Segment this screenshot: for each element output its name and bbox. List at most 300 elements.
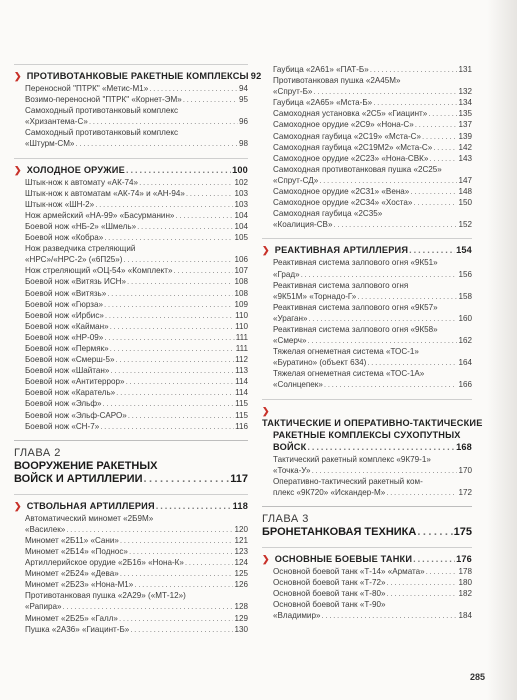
- chapter-title: БРОНЕТАНКОВАЯ ТЕХНИКА: [262, 525, 417, 538]
- dot-leader: [307, 335, 457, 346]
- dot-leader: [386, 487, 457, 498]
- section-heading-line: [262, 405, 483, 429]
- toc-entry[interactable]: [14, 94, 248, 105]
- section-title: ПРОТИВОТАНКОВЫЕ РАКЕТНЫЕ КОМПЛЕКСЫ: [26, 71, 249, 81]
- entry-title: «Рапира»: [25, 602, 62, 612]
- entry-page: 103: [234, 199, 248, 209]
- entry-page: 108: [234, 288, 248, 298]
- entry-title: Самоходная гаубица «2С19М2» «Мста-С»: [273, 142, 433, 152]
- entry-row: [273, 119, 472, 130]
- entry-page: 102: [234, 177, 248, 187]
- entry-title: «НРС»/«НРС-2» («6П25»): [25, 255, 123, 265]
- toc-entry[interactable]: [14, 199, 248, 210]
- dot-leader: [321, 610, 457, 621]
- entry-row: [273, 64, 472, 75]
- toc-entry[interactable]: [262, 566, 472, 577]
- section-page: 118: [232, 500, 248, 511]
- entry-page: 178: [458, 566, 472, 576]
- entry-line: Реактивная система залпового огня «9К58»: [273, 324, 438, 334]
- toc-section: [262, 238, 472, 390]
- toc-entry[interactable]: [14, 177, 248, 188]
- dot-leader: [319, 175, 457, 186]
- toc-entry[interactable]: [14, 579, 248, 590]
- entry-row: [25, 410, 248, 421]
- entry-row: [273, 131, 472, 142]
- chapter-title-row: [262, 526, 472, 539]
- dot-leader: [104, 332, 234, 343]
- entry-page: 135: [458, 109, 472, 119]
- entry-title: Возимо-переносной "ПТРК" «Корнет-ЭМ»: [25, 95, 182, 105]
- dot-leader: [175, 210, 233, 221]
- entry-page: 109: [234, 299, 248, 309]
- entry-line: Реактивная система залпового огня «9К51»: [273, 258, 438, 268]
- entry-row: [25, 365, 248, 376]
- section-page: 92: [250, 71, 262, 81]
- dot-leader: [409, 244, 455, 256]
- entry-page: 162: [458, 336, 472, 346]
- dot-leader: [104, 232, 233, 243]
- toc-entry[interactable]: [262, 131, 472, 142]
- entry-line: Нож разведчика стреляющий: [25, 244, 136, 254]
- chapter-title-line: ВООРУЖЕНИЕ РАКЕТНЫХ: [14, 459, 158, 472]
- section-heading-row: [262, 441, 472, 453]
- toc-entry[interactable]: [14, 613, 248, 624]
- entry-page: 130: [234, 624, 248, 634]
- entry-title: «9К51М» «Торнадо-Г»: [273, 291, 357, 301]
- toc-entry[interactable]: [14, 546, 248, 557]
- dot-leader: [324, 379, 458, 390]
- dot-leader: [129, 546, 234, 557]
- entry-title: Боевой нож «Пермяк»: [25, 343, 109, 353]
- entry-title: «Смерч»: [273, 336, 307, 346]
- entry-page: 152: [458, 220, 472, 230]
- toc-entry[interactable]: [14, 210, 248, 221]
- toc-entry[interactable]: [14, 535, 248, 546]
- entry-row: [273, 577, 472, 588]
- dot-leader: [426, 566, 458, 577]
- entry-row: [273, 269, 472, 280]
- entry-row: [25, 579, 248, 590]
- entry-page: 105: [234, 233, 248, 243]
- entry-page: 166: [458, 380, 472, 390]
- entry-title: Самоходная гаубица «2С19» «Мста-С»: [273, 131, 422, 141]
- entry-page: 98: [238, 139, 248, 149]
- entry-page: 134: [458, 98, 472, 108]
- toc-entry[interactable]: [262, 346, 472, 368]
- section-title: ОСНОВНЫЕ БОЕВЫЕ ТАНКИ: [274, 553, 413, 564]
- dot-leader: [307, 441, 455, 453]
- dot-leader: [433, 142, 457, 153]
- section-title: ВОЙСК: [273, 441, 307, 452]
- entry-page: 182: [458, 589, 472, 599]
- dot-leader: [422, 131, 457, 142]
- entry-line: Самоходная противотанковая пушка «2С25»: [273, 164, 442, 174]
- chevron-right-icon: ❯: [14, 164, 22, 175]
- entry-row: [25, 254, 248, 265]
- entry-page: 111: [235, 332, 248, 342]
- toc-entry[interactable]: [14, 354, 248, 365]
- dot-leader: [367, 357, 457, 368]
- entry-row: [273, 142, 472, 153]
- entry-row: [25, 613, 248, 624]
- entry-title: Боевой нож «Эльф-САРО»: [25, 410, 127, 420]
- toc-entry[interactable]: [14, 398, 248, 409]
- toc-entry[interactable]: [14, 243, 248, 265]
- entry-title: «Буратино» (объект 634): [273, 358, 367, 368]
- entry-line: Реактивная система залпового огня «9К57»: [273, 302, 438, 312]
- entry-title: Гаубица «2А61» «ПАТ-Б»: [273, 65, 369, 74]
- toc-entry[interactable]: [14, 127, 248, 149]
- entry-page: 132: [458, 87, 472, 97]
- section-heading-text: РАКЕТНЫЕ КОМПЛЕКСЫ СУХОПУТНЫХ: [273, 429, 461, 440]
- dot-leader: [120, 568, 234, 579]
- toc-entry[interactable]: [14, 265, 248, 276]
- chapter-heading[interactable]: [14, 440, 248, 486]
- entry-title: «Солнцепек»: [273, 380, 323, 390]
- entry-title: Боевой нож «НР-09»: [25, 332, 104, 342]
- toc-entry[interactable]: [14, 232, 248, 243]
- toc-entry[interactable]: [14, 557, 248, 568]
- dot-leader: [66, 524, 233, 535]
- entry-page: 137: [458, 120, 472, 130]
- dot-leader: [333, 219, 457, 230]
- entry-row: [273, 335, 472, 346]
- entry-line: Автоматический миномет «2Б9М»: [25, 513, 154, 523]
- entry-row: [25, 116, 248, 127]
- dot-leader: [95, 199, 233, 210]
- toc-entry[interactable]: [262, 599, 472, 621]
- toc-section: [262, 547, 472, 621]
- entry-row: [273, 186, 472, 197]
- entry-row: [25, 288, 248, 299]
- chapter-title: ВОЙСК И АРТИЛЛЕРИИ: [14, 472, 143, 485]
- dot-leader: [387, 588, 458, 599]
- entry-page: 96: [238, 117, 248, 127]
- dot-leader: [410, 186, 457, 197]
- entry-page: 164: [458, 358, 472, 368]
- dot-leader: [301, 269, 458, 280]
- toc-entry[interactable]: [262, 164, 472, 186]
- entry-row: [25, 524, 248, 535]
- entry-row: [273, 108, 472, 119]
- dot-leader: [75, 138, 238, 149]
- toc-entry[interactable]: [14, 365, 248, 376]
- toc-entry[interactable]: [262, 186, 472, 197]
- entry-title: «Град»: [273, 269, 300, 279]
- entry-title: Штык-нож к автоматам «АК-74» и «АН-94»: [25, 188, 185, 198]
- entry-page: 114: [235, 377, 248, 387]
- entry-row: [273, 465, 472, 476]
- section-page: 100: [232, 164, 248, 175]
- toc-section: [14, 64, 262, 150]
- page-number: 285: [470, 672, 486, 682]
- entry-title: Боевой нож «Ирбис»: [25, 310, 104, 320]
- dot-leader: [183, 94, 238, 105]
- toc-entry[interactable]: [262, 454, 472, 476]
- toc-entry[interactable]: [262, 577, 472, 588]
- entry-page: 156: [458, 269, 472, 279]
- dot-leader: [370, 64, 458, 75]
- toc-entry[interactable]: [14, 188, 248, 199]
- toc-entry[interactable]: [14, 310, 248, 321]
- entry-page: 123: [234, 547, 248, 556]
- entry-row: [25, 83, 248, 94]
- toc-entry[interactable]: [14, 376, 248, 387]
- entry-line: Оперативно-тактический ракетный ком-: [273, 476, 423, 486]
- entry-row: [25, 221, 248, 232]
- entry-row: [273, 566, 472, 577]
- section-title: СТВОЛЬНАЯ АРТИЛЛЕРИЯ: [26, 500, 155, 511]
- section-heading[interactable]: [14, 500, 248, 512]
- toc-entry[interactable]: [14, 83, 248, 94]
- toc-entry[interactable]: [14, 387, 248, 398]
- toc-entry[interactable]: [262, 153, 472, 164]
- toc-entry[interactable]: [14, 343, 248, 354]
- entry-title: Самоходное орудие «2С31» «Вена»: [273, 187, 410, 197]
- entry-row: [25, 310, 248, 321]
- toc-entry[interactable]: [14, 299, 248, 310]
- dot-leader: [89, 116, 238, 127]
- dot-leader: [149, 83, 238, 94]
- entry-row: [25, 398, 248, 409]
- toc-entry[interactable]: [262, 97, 472, 108]
- toc-entry[interactable]: [262, 280, 472, 302]
- entry-row: [25, 546, 248, 557]
- section-heading[interactable]: [14, 164, 248, 176]
- entry-row: [25, 138, 248, 149]
- dot-leader: [144, 473, 230, 486]
- toc-entry[interactable]: [14, 105, 248, 127]
- toc-entry[interactable]: [262, 257, 472, 279]
- entry-page: 184: [458, 611, 472, 621]
- entry-page: 131: [458, 65, 472, 74]
- toc-entry[interactable]: [262, 64, 472, 75]
- toc-entry[interactable]: [262, 208, 472, 230]
- entry-title: Боевой нож «НБ-2» «Шмель»: [25, 221, 137, 231]
- entry-row: [25, 232, 248, 243]
- entry-page: 128: [234, 602, 248, 612]
- dot-leader: [130, 624, 233, 635]
- entry-page: 147: [458, 175, 472, 185]
- entry-title: Боевой нож «Гюрза»: [25, 299, 103, 309]
- toc-entry[interactable]: [14, 410, 248, 421]
- entry-title: «Штурм-СМ»: [25, 139, 75, 149]
- dot-leader: [107, 288, 233, 299]
- toc-entry[interactable]: [262, 142, 472, 153]
- entry-page: 111: [235, 343, 248, 353]
- entry-page: 108: [234, 277, 248, 287]
- entry-title: Миномет «2Б24» «Дева»: [25, 569, 119, 579]
- toc-entry[interactable]: [262, 197, 472, 208]
- dot-leader: [156, 500, 232, 512]
- section-title: РЕАКТИВНАЯ АРТИЛЛЕРИЯ: [274, 245, 409, 256]
- entry-title: Артиллерийское орудие «2Б16» «Нона-К»: [25, 558, 184, 568]
- dot-leader: [110, 365, 234, 376]
- toc-entry[interactable]: [14, 568, 248, 579]
- entry-row: [25, 387, 248, 398]
- entry-line: Самоходный противотанковый комплекс: [25, 128, 179, 138]
- entry-title: плекс «9К720» «Искандер-М»: [273, 487, 386, 497]
- chapter-page: 175: [453, 525, 472, 538]
- dot-leader: [103, 398, 235, 409]
- toc-entry[interactable]: [262, 324, 472, 346]
- entry-page: 172: [458, 487, 472, 497]
- toc-entry[interactable]: [262, 302, 472, 324]
- dot-leader: [313, 86, 457, 97]
- toc-entry[interactable]: [262, 108, 472, 119]
- toc-entry[interactable]: [14, 321, 248, 332]
- toc-entry[interactable]: [14, 276, 248, 287]
- dot-leader: [186, 188, 234, 199]
- dot-leader: [128, 410, 234, 421]
- entry-row: [273, 357, 472, 368]
- entry-row: [25, 276, 248, 287]
- entry-title: Боевой нож «Кайман»: [25, 321, 109, 331]
- toc-entry[interactable]: [262, 476, 472, 498]
- entry-title: «Василек»: [25, 524, 66, 534]
- section-heading[interactable]: [262, 553, 472, 565]
- dot-leader: [174, 265, 234, 276]
- dot-leader: [185, 557, 234, 568]
- entry-row: [25, 188, 248, 199]
- entry-row: [273, 97, 472, 108]
- entry-line: Противотанковая пушка «2А29» («МТ-12»): [25, 591, 186, 601]
- dot-leader: [120, 535, 234, 546]
- entry-row: [25, 535, 248, 546]
- chevron-right-icon: ❯: [262, 553, 270, 564]
- entry-page: 94: [238, 84, 248, 93]
- toc-entry[interactable]: [14, 590, 248, 612]
- dot-leader: [100, 421, 234, 432]
- entry-line: Самоходный противотанковый комплекс: [25, 106, 179, 116]
- entry-page: 116: [235, 421, 248, 431]
- entry-title: Боевой нож «Витязь»: [25, 288, 107, 298]
- entry-page: 120: [234, 524, 248, 534]
- toc-entry[interactable]: [262, 588, 472, 599]
- entry-page: 104: [234, 221, 248, 231]
- entry-page: 106: [234, 255, 248, 265]
- section-page: 154: [456, 245, 472, 256]
- entry-title: Основной боевой танк «Т-80»: [273, 589, 386, 599]
- dot-leader: [115, 354, 234, 365]
- section-heading[interactable]: [262, 244, 472, 256]
- entry-title: «Спрут-СД»: [273, 175, 319, 185]
- section-page: 176: [456, 553, 472, 564]
- entry-page: 126: [234, 580, 248, 590]
- entry-row: [273, 588, 472, 599]
- entry-line: Тактический ракетный комплекс «9К79-1»: [273, 454, 431, 464]
- entry-title: Самоходное орудие «2С23» «Нона-СВК»: [273, 153, 429, 163]
- entry-page: 95: [238, 95, 248, 105]
- toc-right-column: [262, 64, 483, 629]
- dot-leader: [105, 310, 234, 321]
- page-gutter-shadow: [487, 0, 517, 700]
- chapter-label: ГЛАВА 3: [262, 512, 309, 525]
- toc-entry[interactable]: [14, 421, 248, 432]
- entry-page: 180: [458, 578, 472, 587]
- entry-title: Самоходное орудие «2С34» «Хоста»: [273, 198, 413, 208]
- entry-page: 125: [234, 569, 248, 579]
- entry-title: «Точка-У»: [273, 465, 311, 475]
- entry-page: 148: [458, 187, 472, 197]
- entry-title: Боевой нож «Эльф»: [25, 399, 102, 409]
- entry-title: Миномет «2Б14» «Поднос»: [25, 547, 128, 556]
- toc-entry[interactable]: [262, 119, 472, 130]
- section-heading[interactable]: [14, 70, 262, 82]
- entry-title: «Хризантема-С»: [25, 117, 88, 127]
- entry-row: [25, 354, 248, 365]
- entry-row: [273, 219, 472, 230]
- section-heading[interactable]: [262, 405, 483, 453]
- toc-entry[interactable]: [14, 288, 248, 299]
- toc-entry[interactable]: [14, 624, 248, 635]
- toc-section: [14, 158, 248, 432]
- entry-page: 115: [235, 410, 248, 420]
- dot-leader: [428, 108, 457, 119]
- dot-leader: [417, 526, 452, 539]
- dot-leader: [139, 177, 233, 188]
- dot-leader: [387, 577, 458, 588]
- entry-page: 139: [458, 131, 472, 141]
- entry-title: Основной боевой танк «Т-14» «Армата»: [273, 566, 425, 576]
- entry-title: Самоходная установка «2С5» «Гиацинт»: [273, 109, 428, 119]
- entry-row: [273, 379, 472, 390]
- entry-line: Тяжелая огнеметная система «ТОС-1»: [273, 347, 419, 357]
- entry-page: 121: [234, 535, 248, 545]
- entry-row: [273, 487, 472, 498]
- entry-page: 115: [235, 399, 248, 409]
- toc-entry[interactable]: [14, 221, 248, 232]
- toc-entry[interactable]: [14, 332, 248, 343]
- entry-page: 150: [458, 198, 472, 208]
- entry-row: [25, 557, 248, 568]
- dot-leader: [116, 387, 234, 398]
- section-title: ХОЛОДНОЕ ОРУЖИЕ: [26, 164, 125, 175]
- entry-row: [25, 332, 248, 343]
- chapter-title-row: [14, 473, 248, 486]
- entry-row: [25, 94, 248, 105]
- toc-entry[interactable]: [262, 75, 472, 97]
- entry-row: [273, 610, 472, 621]
- entry-title: Пушка «2А36» «Гиацинт-Б»: [25, 624, 130, 634]
- dot-leader: [119, 613, 234, 624]
- entry-title: «Коалиция-СВ»: [273, 220, 333, 230]
- toc-left-column: [14, 64, 262, 643]
- entry-title: Переносной "ПТРК" «Метис-М1»: [25, 84, 149, 93]
- entry-title: «Спрут-Б»: [273, 87, 313, 97]
- entry-row: [273, 175, 472, 186]
- toc-entry[interactable]: [14, 513, 248, 535]
- dot-leader: [104, 299, 234, 310]
- chapter-heading[interactable]: [262, 506, 472, 539]
- dot-leader: [110, 321, 234, 332]
- entry-title: Миномет «2Б11» «Сани»: [25, 535, 119, 545]
- entry-title: «Владимир»: [273, 611, 321, 621]
- dot-leader: [63, 601, 234, 612]
- dot-leader: [415, 119, 458, 130]
- entry-page: 110: [235, 310, 248, 320]
- entry-page: 104: [234, 210, 248, 220]
- entry-title: Боевой нож «Кобра»: [25, 233, 104, 243]
- entry-page: 160: [458, 313, 472, 323]
- dot-leader: [126, 376, 235, 387]
- entry-page: 110: [235, 321, 248, 331]
- toc-entry[interactable]: [262, 368, 472, 390]
- entry-row: [273, 291, 472, 302]
- entry-row: [25, 568, 248, 579]
- chevron-right-icon: ❯: [14, 71, 22, 81]
- dot-leader: [309, 313, 458, 324]
